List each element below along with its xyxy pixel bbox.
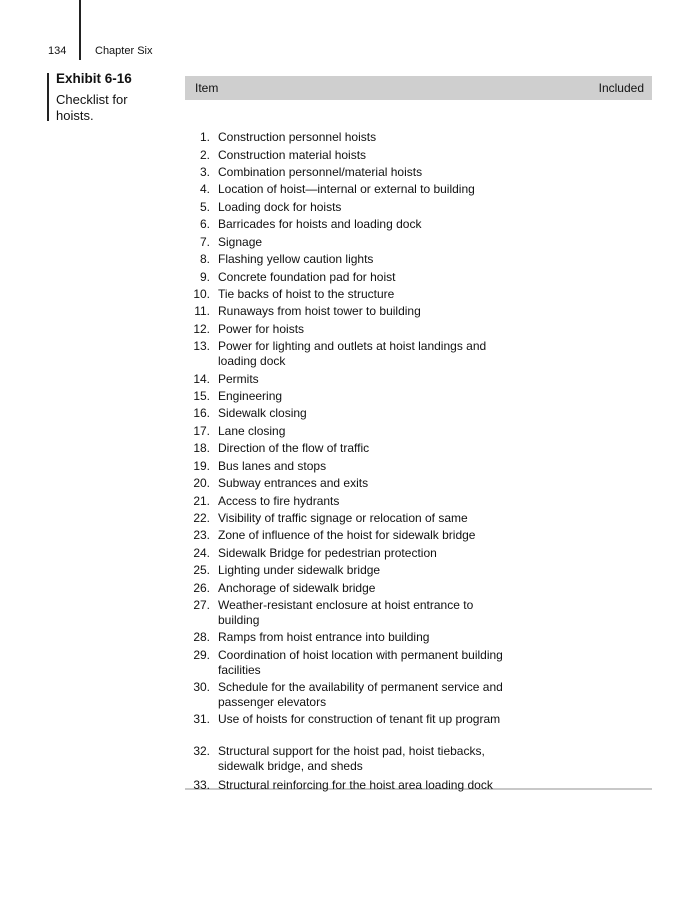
- item-text: Sidewalk Bridge for pedestrian protection: [218, 546, 437, 560]
- item-number: 11.: [194, 304, 210, 318]
- item-number: 1.: [199, 130, 210, 144]
- item-number: 6.: [199, 217, 210, 231]
- item-text: Combination personnel/material hoists: [218, 165, 423, 179]
- item-text: Weather-resistant enclosure at hoist entrance to building: [218, 598, 474, 627]
- item-number: 2.: [199, 148, 210, 162]
- item-number: 12.: [193, 322, 210, 336]
- item-number: 4.: [199, 182, 210, 196]
- item-number: 22.: [193, 511, 210, 525]
- column-header-item: Item: [195, 81, 219, 95]
- item-number: 8.: [199, 252, 210, 266]
- item-number: 19.: [193, 459, 210, 473]
- item-text: Structural support for the hoist pad, hoist tiebacks, sidewalk bridge, and sheds: [218, 744, 485, 773]
- item-text: Power for lighting and outlets at hoist landings and loading dock: [218, 339, 487, 368]
- item-number: 3.: [199, 165, 210, 179]
- item-number: 18.: [193, 441, 210, 455]
- item-text: Visibility of traffic signage or relocation of same: [218, 511, 468, 525]
- table-body: [185, 100, 652, 792]
- item-text: Signage: [218, 235, 263, 249]
- item-text: Concrete foundation pad for hoist: [218, 270, 396, 284]
- item-text: Loading dock for hoists: [218, 200, 342, 214]
- item-number: 7.: [199, 235, 210, 249]
- item-text: Schedule for the availability of permanent service and passenger elevators: [218, 680, 503, 709]
- page-number: 134: [48, 45, 67, 57]
- exhibit-bar: [47, 73, 49, 121]
- item-text: Bus lanes and stops: [218, 459, 327, 473]
- item-number: 29.: [193, 648, 210, 662]
- item-number: 15.: [193, 389, 210, 403]
- item-number: 33.: [193, 778, 210, 792]
- item-number: 26.: [193, 581, 210, 595]
- item-number: 9.: [199, 270, 210, 284]
- item-text: Construction personnel hoists: [218, 130, 377, 144]
- item-text: Lane closing: [218, 424, 286, 438]
- item-number: 32.: [193, 744, 210, 758]
- chapter-label: Chapter Six: [95, 45, 153, 57]
- item-text: Flashing yellow caution lights: [218, 252, 374, 266]
- table-header: [185, 76, 652, 100]
- item-number: 10.: [193, 287, 210, 301]
- item-text: Runaways from hoist tower to building: [218, 304, 421, 318]
- item-text: Structural reinforcing for the hoist area loading dock: [218, 778, 493, 792]
- exhibit-caption: Checklist for hoists.: [56, 92, 128, 123]
- item-number: 31.: [193, 712, 210, 726]
- item-text: Direction of the flow of traffic: [218, 441, 370, 455]
- item-number: 21.: [193, 494, 210, 508]
- item-number: 24.: [193, 546, 210, 560]
- item-text: Anchorage of sidewalk bridge: [218, 581, 376, 595]
- item-number: 20.: [193, 476, 210, 490]
- item-text: Sidewalk closing: [218, 406, 307, 420]
- header-divider: [79, 0, 81, 60]
- item-number: 17.: [193, 424, 210, 438]
- item-text: Barricades for hoists and loading dock: [218, 217, 422, 231]
- checklist-table: [185, 76, 652, 790]
- item-number: 14.: [193, 372, 210, 386]
- item-number: 27.: [193, 598, 210, 612]
- item-text: Ramps from hoist entrance into building: [218, 630, 430, 644]
- item-text: Lighting under sidewalk bridge: [218, 563, 381, 577]
- column-header-included: Included: [598, 81, 644, 95]
- item-number: 25.: [193, 563, 210, 577]
- item-number: 23.: [193, 528, 210, 542]
- item-text: Engineering: [218, 389, 283, 403]
- item-number: 16.: [193, 406, 210, 420]
- item-number: 28.: [193, 630, 210, 644]
- item-text: Use of hoists for construction of tenant fit up program: [218, 712, 501, 726]
- exhibit-title: Exhibit 6-16: [56, 71, 132, 86]
- item-number: 5.: [199, 200, 210, 214]
- item-text: Access to fire hydrants: [218, 494, 340, 508]
- item-text: Power for hoists: [218, 322, 305, 336]
- item-number: 30.: [193, 680, 210, 694]
- item-text: Subway entrances and exits: [218, 476, 369, 490]
- item-text: Zone of influence of the hoist for sidewalk bridge: [218, 528, 476, 542]
- item-text: Location of hoist—internal or external to building: [218, 182, 475, 196]
- item-text: Construction material hoists: [218, 148, 367, 162]
- item-text: Coordination of hoist location with permanent building facilities: [218, 648, 503, 677]
- item-text: Permits: [218, 372, 259, 386]
- item-number: 13.: [193, 339, 210, 353]
- item-text: Tie backs of hoist to the structure: [218, 287, 395, 301]
